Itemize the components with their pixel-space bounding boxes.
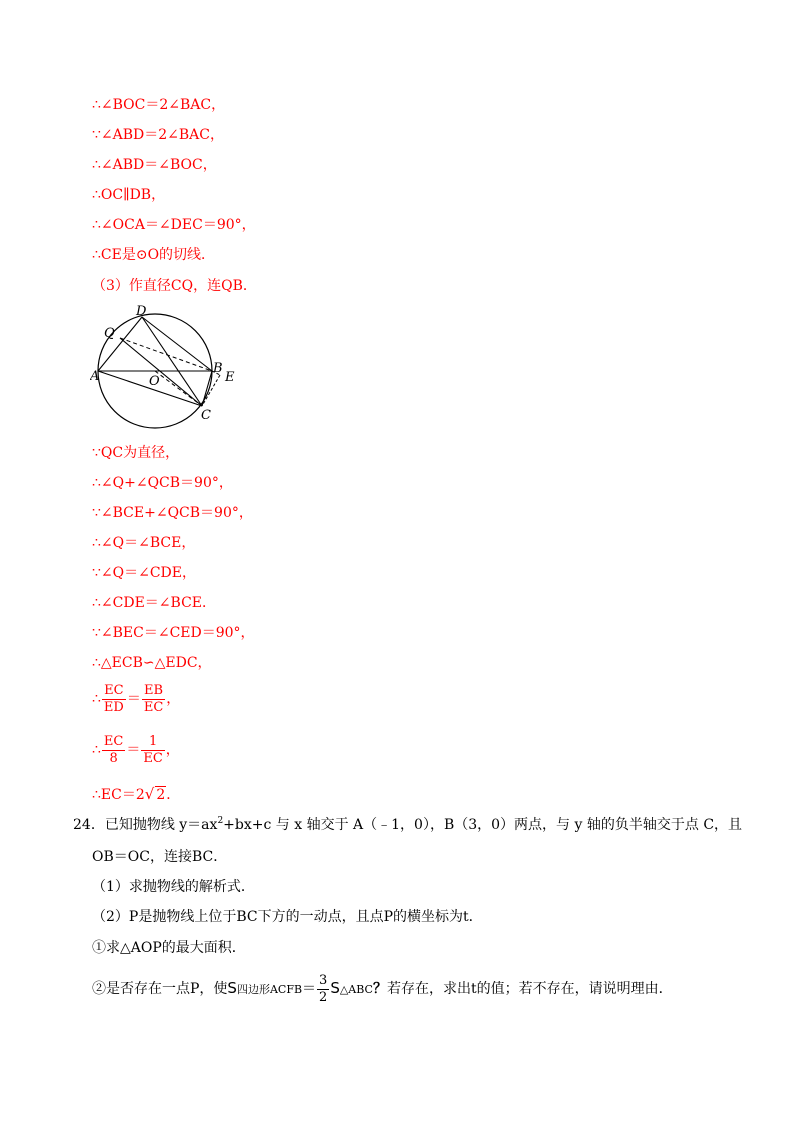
comma: ， <box>165 742 180 758</box>
fraction-equation-2 <box>92 733 180 767</box>
fraction-numerator: 3 <box>319 972 328 988</box>
period: ． <box>166 787 181 803</box>
question-part-2: （2）P是抛物线上位于BC下方的一动点，且点P的横坐标为t． <box>92 909 483 925</box>
fraction-1-ec <box>141 734 164 767</box>
fraction-denominator: ED <box>103 699 124 715</box>
solution-line-2: ∵∠ABD＝2∠BAC， <box>92 127 225 143</box>
solution-line-8: ∵QC为直径， <box>92 445 180 461</box>
question-sub-1: ①求△AOP的最大面积． <box>92 940 246 956</box>
solution-line-6: ∴CE是⊙O的切线． <box>92 247 216 263</box>
solution-line-14: ∵∠BEC＝∠CED＝90°， <box>92 625 255 641</box>
area-subscript-quadrilateral: 四边形ACFB <box>236 983 303 996</box>
fraction-ec-8 <box>102 734 125 767</box>
fraction-numerator: 1 <box>141 734 164 751</box>
fraction-denominator: 8 <box>109 750 118 766</box>
therefore-symbol: ∴ <box>92 691 101 707</box>
label-e: E <box>225 370 235 385</box>
fraction-numerator: EB <box>142 683 165 700</box>
solution-line-15: ∴△ECB∽△EDC， <box>92 655 212 671</box>
label-o: O <box>149 374 160 389</box>
circle-geometry-diagram <box>90 300 280 430</box>
question-mark: ？ <box>372 981 387 997</box>
final-result-prefix: ∴EC＝2 <box>92 787 145 803</box>
fraction-denominator: 2 <box>319 989 328 1005</box>
question-number: 24． <box>73 817 105 833</box>
solution-line-10: ∵∠BCE+∠QCB＝90°， <box>92 505 253 521</box>
exponent: 2 <box>217 816 224 826</box>
sub2-text-a: ②是否存在一点P，使 <box>92 981 228 997</box>
sub2-text-b: 若存在，求出t的值；若不存在，请说明理由． <box>386 981 673 997</box>
question-text-a: 已知抛物线 y＝ax <box>104 817 218 833</box>
solution-line-11: ∴∠Q＝∠BCE， <box>92 535 196 551</box>
question-sub-2 <box>92 970 673 1008</box>
equals-sign: ＝ <box>302 981 317 997</box>
fraction-denominator: EC <box>143 699 164 715</box>
area-subscript-triangle: △ABC <box>339 983 373 996</box>
fraction-numerator: EC <box>102 683 126 700</box>
fraction-ec-ed <box>102 683 126 716</box>
segment-bc <box>202 371 212 406</box>
segment-qb-dashed <box>120 338 212 371</box>
area-symbol: S <box>330 979 340 997</box>
fraction-denominator: EC <box>143 750 163 766</box>
segment-oc-dashed <box>155 371 202 406</box>
label-b: B <box>213 361 223 376</box>
segment-dc <box>142 317 202 406</box>
solution-line-1: ∴∠BOC＝2∠BAC， <box>92 97 226 113</box>
fraction-eb-ec <box>142 683 165 716</box>
label-c: C <box>201 408 211 423</box>
segment-qc <box>120 338 202 406</box>
label-q: Q <box>104 326 115 341</box>
question-part-1: （1）求抛物线的解析式． <box>92 879 255 895</box>
solution-line-7: （3）作直径CQ，连QB． <box>92 278 257 294</box>
fraction-numerator: EC <box>103 733 124 749</box>
question-24-line-1 <box>73 815 742 835</box>
solution-line-3: ∴∠ABD＝∠BOC， <box>92 157 217 173</box>
therefore-symbol: ∴ <box>92 742 101 758</box>
final-result-line <box>92 784 180 805</box>
label-d: D <box>136 304 147 319</box>
sqrt-icon: √ <box>144 785 155 803</box>
question-text-b: +bx+c 与 x 轴交于 A（﹣1，0），B（3，0）两点，与 y 轴的负半轴交于点 C，且 <box>223 817 743 833</box>
fraction-equation-1 <box>92 682 180 716</box>
solution-line-12: ∵∠Q＝∠CDE， <box>92 565 197 581</box>
fraction-3-2 <box>317 973 329 1006</box>
comma: ， <box>166 691 181 707</box>
area-symbol: S <box>227 979 237 997</box>
solution-line-13: ∴∠CDE＝∠BCE． <box>92 595 217 611</box>
solution-line-5: ∴∠OCA＝∠DEC＝90°， <box>92 217 256 233</box>
segment-db <box>142 317 212 371</box>
equals-sign: ＝ <box>126 742 141 758</box>
sqrt-radicand: 2 <box>156 787 166 803</box>
solution-line-9: ∴∠Q+∠QCB＝90°， <box>92 475 233 491</box>
label-a: A <box>90 369 100 384</box>
question-24-line-2: OB＝OC，连接BC． <box>92 849 228 865</box>
solution-line-4: ∴OC∥DB， <box>92 187 166 203</box>
equals-sign: ＝ <box>126 691 141 707</box>
